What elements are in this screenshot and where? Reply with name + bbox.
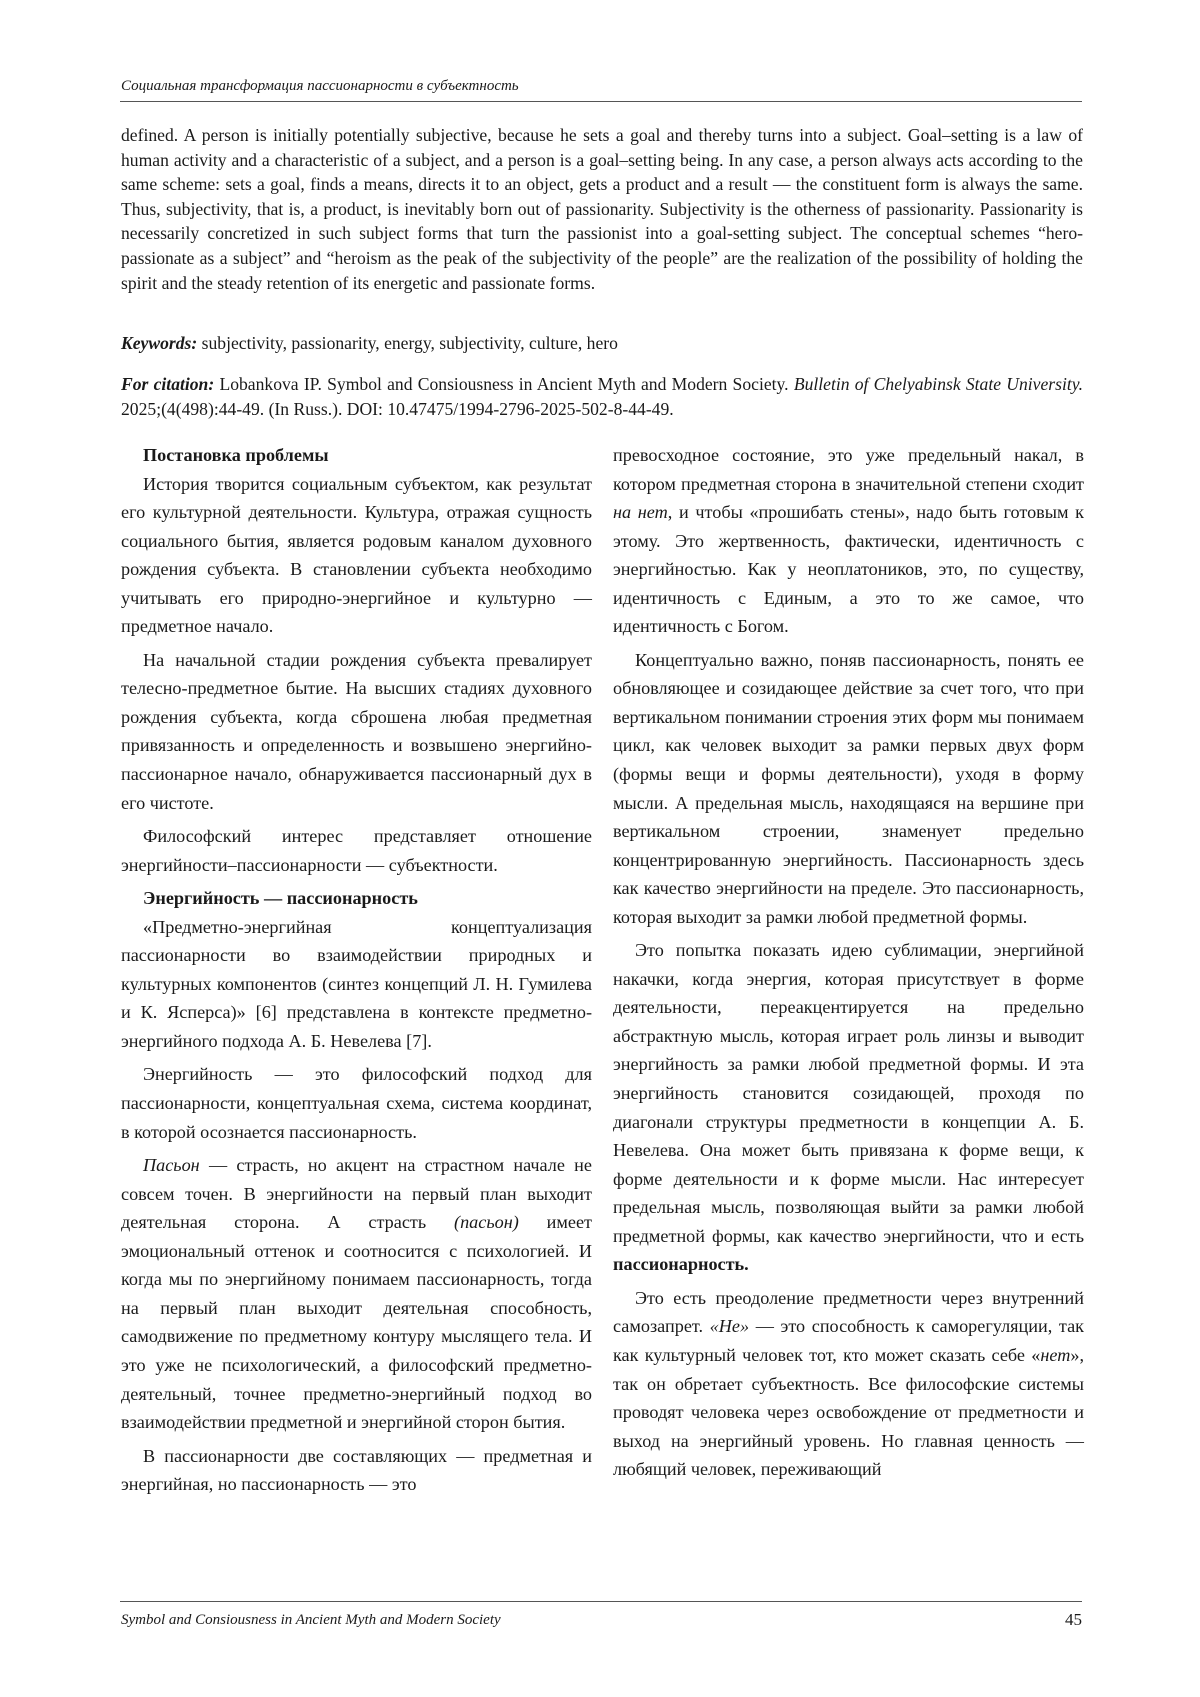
footer-rule bbox=[120, 1601, 1082, 1602]
paragraph bbox=[613, 936, 1084, 1279]
italic-term: Пасьон bbox=[143, 1155, 200, 1176]
paragraph bbox=[121, 1151, 592, 1436]
italic-term: нет bbox=[1040, 1344, 1071, 1365]
italic-term: на нет bbox=[613, 502, 668, 523]
abstract-text: defined. A person is initially potentially subjective, because he sets a goal and thereby turns into a subject. Goal–setting is a law of human activity and a characteristic of a subject, and a person is a goal–setting being. In any case, a person always acts according to the same scheme: sets a goal, finds a means, directs it to an object, gets a product and a result — the constituent form is always the same. Thus, subjectivity, that is, a product, is inevitably born out of passionarity. Subjectivity is the otherness of passionarity. Passionarity is necessarily concretized in such subject forms that turn the passionist into a goal-setting subject. The conceptual schemes “hero-passionate as a subject” and “heroism as the peak of the subjectivity of the people” are the realization of the possibility of holding the spirit and the steady retention of its energetic and passionate forms. bbox=[121, 125, 1083, 293]
paragraph-text: », так он обретает субъектность. Все философские системы проводят человека через освобождение от предметности и выход на энергийный уровень. Но главная ценность — любящий человек, переживающий bbox=[613, 1344, 1084, 1480]
paragraph-text: — страсть, но акцент на страстном начале не совсем точен. В энергийности на первый план выходит деятельная сторона. А страсть bbox=[121, 1155, 592, 1233]
bold-term: пассионарность. bbox=[613, 1254, 749, 1275]
citation-label: For citation: bbox=[121, 374, 215, 394]
paragraph: Концептуально важно, поняв пассионарность, понять ее обновляющее и созидающее действие за счет того, что при вертикальном понимании строения этих форм мы понимаем цикл, как человек выходит за рамки первых двух форм (формы вещи и формы деятельности), уходя в форму мысли. А предельная мысль, находящаяся на вершине при вертикальном строении, знаменует предельно концентрированную энергийность. Пассионарность здесь как качество энергийности на пределе. Это пассионарность, которая выходит за рамки любой предметной формы. bbox=[613, 649, 1084, 927]
page-number: 45 bbox=[1065, 1610, 1082, 1629]
paragraph-text: — это способность к саморегуляции, так как культурный человек тот, кто может сказать себе « bbox=[613, 1316, 1084, 1365]
paragraph-text: Это есть преодоление предметности через внутренний самозапрет. bbox=[613, 1287, 1084, 1337]
paragraph bbox=[613, 1284, 1084, 1484]
citation-journal: Bulletin of Chelyabinsk State University. bbox=[793, 374, 1083, 394]
citation-text-after: 2025;(4(498):44-49. (In Russ.). DOI: 10.47475/1994-2796-2025-502-8-44-49. bbox=[121, 398, 674, 419]
keywords-text: subjectivity, passionarity, energy, subjectivity, culture, hero bbox=[201, 333, 618, 353]
paragraph bbox=[613, 441, 1084, 641]
section-heading-energy: Энергийность — пассионарность bbox=[143, 888, 418, 909]
paragraph-text: имеет эмоциональный оттенок и соотносится с психологией. И когда мы по энергийному понимаем пассионарность, тогда на первый план выходит деятельная способность, самодвижение по предметному контуру мыслящего тела. И это уже не психологический, а философский предметно- деятельный, точнее предметно-энергийный подход во взаимодействии предметной и энергийной сторон бытия. bbox=[121, 1212, 593, 1433]
paragraph: В пассионарности две составляющих — предметная и энергийная, но пассионарность — это bbox=[121, 1445, 592, 1495]
header-rule bbox=[120, 101, 1082, 102]
paragraph-text: Это попытка показать идею сублимации, энергийной накачки, когда энергия, которая присутствует в форме деятельности, переакцентируется на предельно абстрактную мысль, которая играет роль линзы и выводит энергийность за рамки любой предметной формы. И эта энергийность становится созидающей, проходя по диагонали структуры предметности в концепции А. Б. Невелева. Она может быть привязана к форме вещи, к форме деятельности и к форме мысли. Нас интересует предельная мысль, позволяющая выйти за рамки любой предметной формы, как качество энергийности, что и есть bbox=[613, 940, 1084, 1246]
paragraph-text: превосходное состояние, это уже предельный накал, в котором предметная сторона в значительной степени сходит bbox=[613, 445, 1084, 494]
citation bbox=[121, 372, 1083, 421]
abstract bbox=[121, 123, 1083, 295]
running-title: Социальная трансформация пассионарности в субъектность bbox=[121, 78, 519, 94]
paragraph: Философский интерес представляет отношение энергийности–пассионарности — субъектности. bbox=[121, 826, 592, 875]
right-column bbox=[613, 441, 1084, 1489]
keywords bbox=[121, 331, 1083, 356]
keywords-label: Keywords: bbox=[121, 333, 198, 353]
section-heading-problem: Постановка проблемы bbox=[143, 445, 329, 465]
left-column bbox=[121, 441, 592, 1504]
italic-term: (пасьон) bbox=[454, 1212, 519, 1233]
paragraph-text: , и чтобы «прошибать стены», надо быть готовым к этому. Это жертвенность, фактически, идентичность с энергийностью. Как у неоплатоников, это, по существу, идентичность с Единым, а это то же самое, что идентичность с Богом. bbox=[613, 502, 1084, 637]
paragraph: «Предметно-энергийная концептуализация пассионарности во взаимодействии природных и культурных компонентов (синтез концепций Л. Н. Гумилева и К. Ясперса)» [6] представлена в контексте предметно-энергийного подхода А. Б. Невелева [7]. bbox=[121, 916, 592, 1051]
citation-text-before: Lobankova IP. Symbol and Consiousness in Ancient Myth and Modern Society. bbox=[219, 374, 789, 394]
footer-title: Symbol and Consiousness in Ancient Myth and Modern Society bbox=[121, 1612, 501, 1628]
paragraph: История творится социальным субъектом, как результат его культурной деятельности. Культура, отражая сущность социального бытия, является родовым каналом духовного рождения субъекта. В становлении субъекта необходимо учитывать его природно-энергийное и культурно — предметное начало. bbox=[121, 473, 592, 637]
paragraph: На начальной стадии рождения субъекта превалирует телесно-предметное бытие. На высших стадиях духовного рождения субъекта, когда сброшена любая предметная привязанность и определенность и возвышено энергийно-пассионарное начало, обнаруживается пассионарный дух в его чистоте. bbox=[121, 649, 592, 813]
italic-term: «Не» bbox=[709, 1316, 750, 1337]
paragraph: Энергийность — это философский подход для пассионарности, концептуальная схема, система координат, в которой осознается пассионарность. bbox=[121, 1064, 592, 1142]
